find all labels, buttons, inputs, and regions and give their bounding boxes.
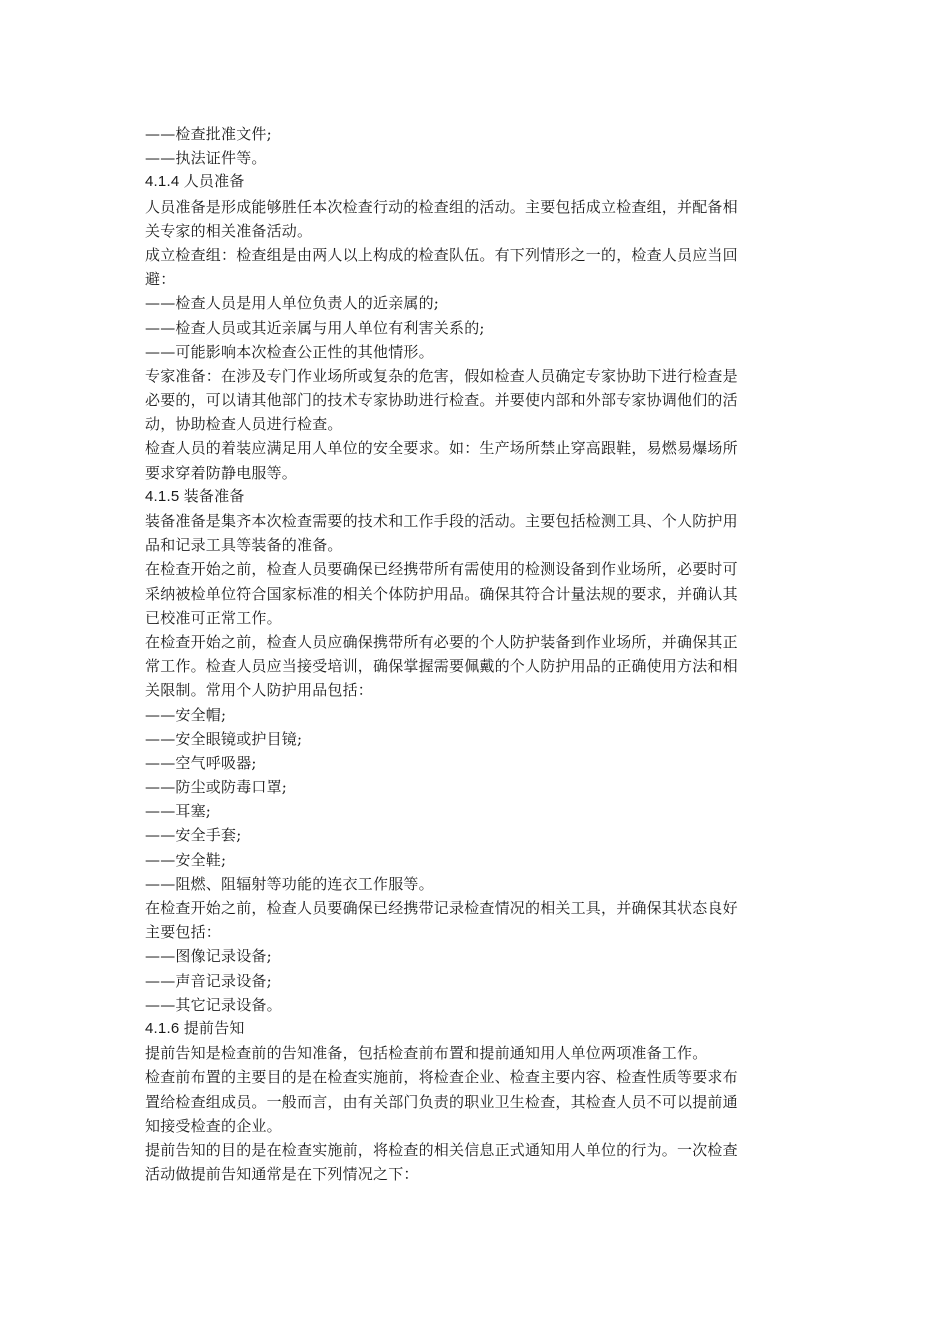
paragraph-line: 关专家的相关准备活动。 (145, 221, 313, 240)
section-heading-4-1-6: 4.1.6 提前告知 (145, 1019, 245, 1037)
paragraph-line: 置给检查组成员。一般而言，由有关部门负责的职业卫生检查，其检查人员不可以提前通 (145, 1092, 738, 1111)
list-item: ——安全帽; (145, 705, 227, 724)
paragraph-line: 动，协助检查人员进行检查。 (145, 415, 343, 434)
section-heading-4-1-5: 4.1.5 装备准备 (145, 487, 245, 505)
list-item: ——可能影响本次检查公正性的其他情形。 (145, 342, 434, 361)
paragraph-line: 必要的，可以请其他部门的技术专家协助进行检查。并要使内部和外部专家协调他们的活 (145, 391, 738, 410)
paragraph-line: 活动做提前告知通常是在下列情况之下： (145, 1165, 419, 1184)
list-item: ——阻燃、阻辐射等功能的连衣工作服等。 (145, 874, 434, 893)
paragraph-line: 要求穿着防静电服等。 (145, 463, 298, 482)
list-item: ——图像记录设备; (145, 947, 272, 966)
list-item: ——声音记录设备; (145, 971, 272, 990)
paragraph-line: 主要包括： (145, 923, 222, 942)
list-item: ——其它记录设备。 (145, 995, 282, 1014)
paragraph-line: 装备准备是集齐本次检查需要的技术和工作手段的活动。主要包括检测工具、个人防护用 (145, 512, 738, 530)
list-item-approval-docs: ——检查批准文件; (145, 125, 272, 143)
list-item: ——耳塞; (145, 802, 212, 821)
list-item: ——空气呼吸器; (145, 753, 257, 772)
paragraph-line: 专家准备：在涉及专门作业场所或复杂的危害，假如检查人员确定专家协助下进行检查是 (145, 366, 738, 385)
list-item: ——安全手套; (145, 826, 242, 845)
paragraph-line: 在检查开始之前，检查人员应确保携带所有必要的个人防护装备到作业场所，并确保其正 (145, 632, 738, 651)
paragraph-line: 关限制。常用个人防护用品包括： (145, 681, 374, 700)
paragraph-line: 品和记录工具等装备的准备。 (145, 536, 343, 555)
list-item: ——检查人员是用人单位负责人的近亲属的; (145, 294, 440, 313)
paragraph-line: 成立检查组：检查组是由两人以上构成的检查队伍。有下列情形之一的，检查人员应当回 (145, 245, 738, 264)
paragraph-line: 提前告知是检查前的告知准备，包括检查前布置和提前通知用人单位两项准备工作。 (145, 1044, 708, 1063)
paragraph-line: 采纳被检单位符合国家标准的相关个体防护用品。确保其符合计量法规的要求，并确认其 (145, 584, 738, 603)
list-item: ——防尘或防毒口罩; (145, 778, 288, 797)
paragraph-line: 检查人员的着装应满足用人单位的安全要求。如：生产场所禁止穿高跟鞋，易燃易爆场所 (145, 439, 738, 458)
paragraph-line: 提前告知的目的是在检查实施前，将检查的相关信息正式通知用人单位的行为。一次检查 (145, 1140, 738, 1159)
paragraph-line: 已校准可正常工作。 (145, 608, 282, 627)
paragraph-line: 避： (145, 270, 176, 289)
paragraph-line: 在检查开始之前，检查人员要确保已经携带所有需使用的检测设备到作业场所，必要时可 (145, 560, 738, 579)
paragraph-line: 检查前布置的主要目的是在检查实施前，将检查企业、检查主要内容、检查性质等要求布 (145, 1068, 738, 1087)
list-item: ——安全眼镜或护目镜; (145, 729, 303, 748)
paragraph-line: 在检查开始之前，检查人员要确保已经携带记录检查情况的相关工具，并确保其状态良好 (145, 899, 738, 917)
document-page (145, 122, 815, 1186)
list-item-law-certificate: ——执法证件等。 (145, 149, 267, 168)
list-item: ——安全鞋; (145, 850, 227, 869)
paragraph-line: 常工作。检查人员应当接受培训，确保掌握需要佩戴的个人防护用品的正确使用方法和相 (145, 657, 738, 676)
section-heading-4-1-4: 4.1.4 人员准备 (145, 173, 245, 191)
paragraph-line: 人员准备是形成能够胜任本次检查行动的检查组的活动。主要包括成立检查组，并配备相 (145, 197, 738, 216)
list-item: ——检查人员或其近亲属与用人单位有利害关系的; (145, 318, 485, 337)
paragraph-line: 知接受检查的企业。 (145, 1116, 282, 1135)
